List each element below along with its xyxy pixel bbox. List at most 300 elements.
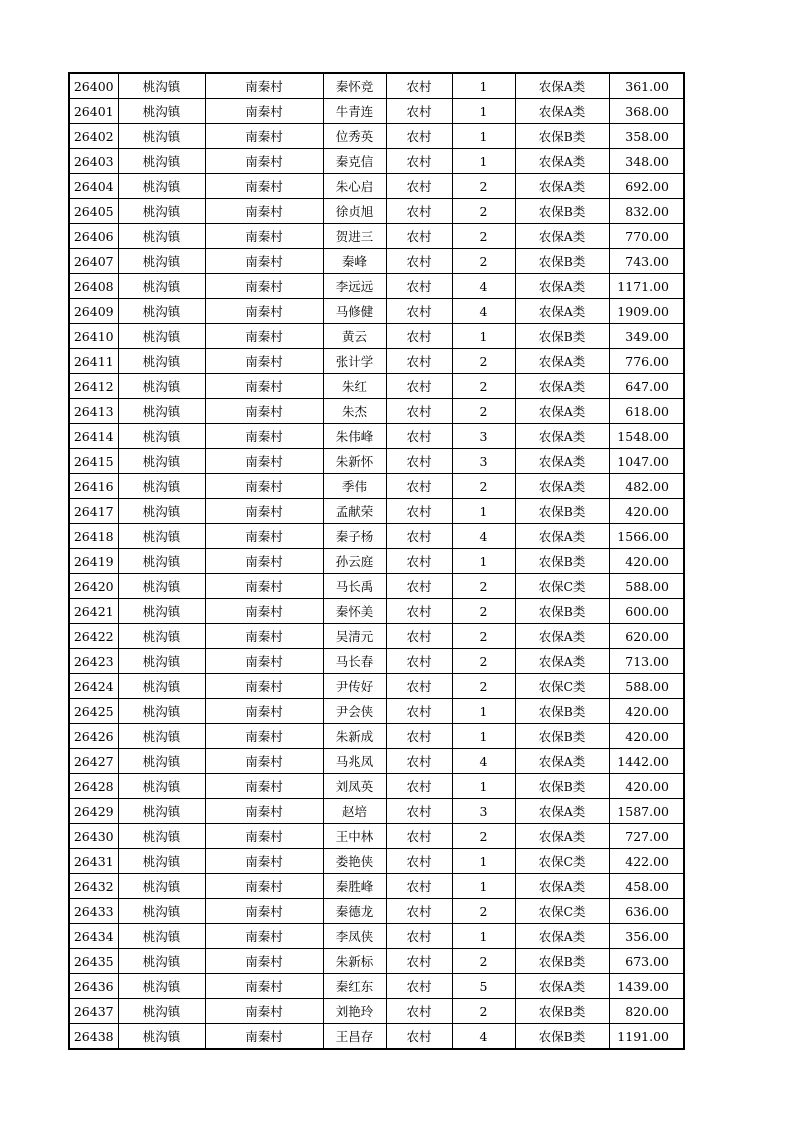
table-row [69, 324, 684, 349]
town-cell: 桃沟镇 [118, 849, 205, 874]
village-cell: 南秦村 [205, 849, 323, 874]
table-row [69, 73, 684, 99]
village-cell: 南秦村 [205, 724, 323, 749]
village-cell: 南秦村 [205, 874, 323, 899]
village-cell: 南秦村 [205, 899, 323, 924]
row-id-cell: 26434 [69, 924, 118, 949]
town-cell: 桃沟镇 [118, 524, 205, 549]
town-cell: 桃沟镇 [118, 549, 205, 574]
village-cell: 南秦村 [205, 449, 323, 474]
household-count-cell: 2 [452, 999, 515, 1024]
insurance-category-cell: 农保B类 [515, 949, 609, 974]
row-id-cell: 26405 [69, 199, 118, 224]
person-name-cell: 徐贞旭 [323, 199, 386, 224]
table-row [69, 849, 684, 874]
household-count-cell: 1 [452, 924, 515, 949]
person-name-cell: 赵培 [323, 799, 386, 824]
insurance-category-cell: 农保B类 [515, 724, 609, 749]
town-cell: 桃沟镇 [118, 599, 205, 624]
table-row [69, 624, 684, 649]
household-count-cell: 2 [452, 174, 515, 199]
row-id-cell: 26427 [69, 749, 118, 774]
household-count-cell: 3 [452, 449, 515, 474]
row-id-cell: 26413 [69, 399, 118, 424]
row-id-cell: 26414 [69, 424, 118, 449]
row-id-cell: 26407 [69, 249, 118, 274]
amount-cell: 420.00 [609, 549, 684, 574]
table-row [69, 449, 684, 474]
area-type-cell: 农村 [386, 249, 452, 274]
amount-cell: 1047.00 [609, 449, 684, 474]
insurance-category-cell: 农保A类 [515, 174, 609, 199]
table-body [69, 73, 684, 1049]
town-cell: 桃沟镇 [118, 374, 205, 399]
village-cell: 南秦村 [205, 499, 323, 524]
town-cell: 桃沟镇 [118, 924, 205, 949]
row-id-cell: 26425 [69, 699, 118, 724]
village-cell: 南秦村 [205, 224, 323, 249]
town-cell: 桃沟镇 [118, 324, 205, 349]
area-type-cell: 农村 [386, 274, 452, 299]
row-id-cell: 26423 [69, 649, 118, 674]
town-cell: 桃沟镇 [118, 874, 205, 899]
row-id-cell: 26433 [69, 899, 118, 924]
household-count-cell: 3 [452, 424, 515, 449]
town-cell: 桃沟镇 [118, 749, 205, 774]
table-row [69, 824, 684, 849]
amount-cell: 420.00 [609, 499, 684, 524]
table-row [69, 174, 684, 199]
amount-cell: 458.00 [609, 874, 684, 899]
village-cell: 南秦村 [205, 199, 323, 224]
household-count-cell: 2 [452, 224, 515, 249]
person-name-cell: 位秀英 [323, 124, 386, 149]
village-cell: 南秦村 [205, 749, 323, 774]
insurance-category-cell: 农保A类 [515, 749, 609, 774]
amount-cell: 361.00 [609, 73, 684, 99]
village-cell: 南秦村 [205, 249, 323, 274]
town-cell: 桃沟镇 [118, 174, 205, 199]
village-cell: 南秦村 [205, 299, 323, 324]
person-name-cell: 李凤侠 [323, 924, 386, 949]
amount-cell: 820.00 [609, 999, 684, 1024]
person-name-cell: 孟献荣 [323, 499, 386, 524]
row-id-cell: 26432 [69, 874, 118, 899]
area-type-cell: 农村 [386, 924, 452, 949]
village-cell: 南秦村 [205, 599, 323, 624]
person-name-cell: 朱红 [323, 374, 386, 399]
town-cell: 桃沟镇 [118, 624, 205, 649]
person-name-cell: 马兆凤 [323, 749, 386, 774]
person-name-cell: 秦怀美 [323, 599, 386, 624]
table-row [69, 799, 684, 824]
area-type-cell: 农村 [386, 849, 452, 874]
town-cell: 桃沟镇 [118, 724, 205, 749]
row-id-cell: 26406 [69, 224, 118, 249]
household-count-cell: 1 [452, 699, 515, 724]
town-cell: 桃沟镇 [118, 799, 205, 824]
town-cell: 桃沟镇 [118, 474, 205, 499]
town-cell: 桃沟镇 [118, 124, 205, 149]
person-name-cell: 朱伟峰 [323, 424, 386, 449]
insurance-category-cell: 农保A类 [515, 874, 609, 899]
insurance-category-cell: 农保B类 [515, 1024, 609, 1050]
table-row [69, 724, 684, 749]
village-cell: 南秦村 [205, 324, 323, 349]
row-id-cell: 26430 [69, 824, 118, 849]
area-type-cell: 农村 [386, 374, 452, 399]
person-name-cell: 刘艳玲 [323, 999, 386, 1024]
insurance-category-cell: 农保B类 [515, 499, 609, 524]
village-cell: 南秦村 [205, 624, 323, 649]
household-count-cell: 2 [452, 674, 515, 699]
household-count-cell: 5 [452, 974, 515, 999]
town-cell: 桃沟镇 [118, 149, 205, 174]
table-row [69, 274, 684, 299]
table-row [69, 599, 684, 624]
area-type-cell: 农村 [386, 699, 452, 724]
area-type-cell: 农村 [386, 574, 452, 599]
insurance-category-cell: 农保A类 [515, 924, 609, 949]
amount-cell: 1566.00 [609, 524, 684, 549]
household-count-cell: 4 [452, 524, 515, 549]
table-row [69, 949, 684, 974]
person-name-cell: 刘凤英 [323, 774, 386, 799]
village-cell: 南秦村 [205, 374, 323, 399]
insurance-category-cell: 农保B类 [515, 774, 609, 799]
row-id-cell: 26437 [69, 999, 118, 1024]
area-type-cell: 农村 [386, 199, 452, 224]
area-type-cell: 农村 [386, 424, 452, 449]
household-count-cell: 1 [452, 849, 515, 874]
person-name-cell: 季伟 [323, 474, 386, 499]
area-type-cell: 农村 [386, 624, 452, 649]
household-count-cell: 1 [452, 124, 515, 149]
table-row [69, 399, 684, 424]
person-name-cell: 朱新标 [323, 949, 386, 974]
amount-cell: 1548.00 [609, 424, 684, 449]
household-count-cell: 2 [452, 374, 515, 399]
town-cell: 桃沟镇 [118, 349, 205, 374]
amount-cell: 727.00 [609, 824, 684, 849]
town-cell: 桃沟镇 [118, 449, 205, 474]
area-type-cell: 农村 [386, 474, 452, 499]
row-id-cell: 26415 [69, 449, 118, 474]
person-name-cell: 秦克信 [323, 149, 386, 174]
insurance-category-cell: 农保A类 [515, 99, 609, 124]
insurance-category-cell: 农保A类 [515, 524, 609, 549]
person-name-cell: 贺进三 [323, 224, 386, 249]
household-count-cell: 1 [452, 324, 515, 349]
amount-cell: 1442.00 [609, 749, 684, 774]
person-name-cell: 王中林 [323, 824, 386, 849]
town-cell: 桃沟镇 [118, 899, 205, 924]
town-cell: 桃沟镇 [118, 999, 205, 1024]
table-row [69, 874, 684, 899]
town-cell: 桃沟镇 [118, 99, 205, 124]
area-type-cell: 农村 [386, 324, 452, 349]
insurance-category-cell: 农保A类 [515, 149, 609, 174]
row-id-cell: 26429 [69, 799, 118, 824]
person-name-cell: 秦胜峰 [323, 874, 386, 899]
household-count-cell: 2 [452, 199, 515, 224]
insurance-category-cell: 农保A类 [515, 274, 609, 299]
person-name-cell: 孙云庭 [323, 549, 386, 574]
insurance-category-cell: 农保C类 [515, 574, 609, 599]
insurance-category-cell: 农保B类 [515, 999, 609, 1024]
table-row [69, 149, 684, 174]
row-id-cell: 26404 [69, 174, 118, 199]
person-name-cell: 马长禹 [323, 574, 386, 599]
row-id-cell: 26424 [69, 674, 118, 699]
amount-cell: 673.00 [609, 949, 684, 974]
table-row [69, 424, 684, 449]
amount-cell: 713.00 [609, 649, 684, 674]
area-type-cell: 农村 [386, 99, 452, 124]
village-cell: 南秦村 [205, 274, 323, 299]
household-count-cell: 1 [452, 724, 515, 749]
household-count-cell: 1 [452, 549, 515, 574]
town-cell: 桃沟镇 [118, 249, 205, 274]
amount-cell: 420.00 [609, 774, 684, 799]
row-id-cell: 26417 [69, 499, 118, 524]
household-count-cell: 4 [452, 1024, 515, 1050]
person-name-cell: 马修健 [323, 299, 386, 324]
table-row [69, 699, 684, 724]
table-row [69, 224, 684, 249]
row-id-cell: 26431 [69, 849, 118, 874]
person-name-cell: 秦怀竞 [323, 73, 386, 99]
amount-cell: 420.00 [609, 724, 684, 749]
area-type-cell: 农村 [386, 174, 452, 199]
area-type-cell: 农村 [386, 224, 452, 249]
area-type-cell: 农村 [386, 299, 452, 324]
area-type-cell: 农村 [386, 599, 452, 624]
row-id-cell: 26418 [69, 524, 118, 549]
insurance-category-cell: 农保A类 [515, 824, 609, 849]
person-name-cell: 黄云 [323, 324, 386, 349]
village-cell: 南秦村 [205, 549, 323, 574]
row-id-cell: 26408 [69, 274, 118, 299]
household-count-cell: 2 [452, 649, 515, 674]
area-type-cell: 农村 [386, 499, 452, 524]
area-type-cell: 农村 [386, 349, 452, 374]
row-id-cell: 26401 [69, 99, 118, 124]
person-name-cell: 李远远 [323, 274, 386, 299]
area-type-cell: 农村 [386, 149, 452, 174]
table-row [69, 774, 684, 799]
area-type-cell: 农村 [386, 1024, 452, 1050]
table-row [69, 524, 684, 549]
insurance-category-cell: 农保A类 [515, 474, 609, 499]
amount-cell: 358.00 [609, 124, 684, 149]
table-row [69, 999, 684, 1024]
insurance-category-cell: 农保A类 [515, 224, 609, 249]
village-cell: 南秦村 [205, 649, 323, 674]
insurance-category-cell: 农保A类 [515, 299, 609, 324]
village-cell: 南秦村 [205, 924, 323, 949]
amount-cell: 1191.00 [609, 1024, 684, 1050]
village-cell: 南秦村 [205, 524, 323, 549]
town-cell: 桃沟镇 [118, 824, 205, 849]
area-type-cell: 农村 [386, 774, 452, 799]
area-type-cell: 农村 [386, 974, 452, 999]
person-name-cell: 朱新怀 [323, 449, 386, 474]
insurance-category-cell: 农保A类 [515, 624, 609, 649]
amount-cell: 348.00 [609, 149, 684, 174]
household-count-cell: 2 [452, 349, 515, 374]
person-name-cell: 娄艳侠 [323, 849, 386, 874]
insurance-category-cell: 农保A类 [515, 424, 609, 449]
row-id-cell: 26426 [69, 724, 118, 749]
amount-cell: 1909.00 [609, 299, 684, 324]
household-count-cell: 2 [452, 474, 515, 499]
household-count-cell: 3 [452, 799, 515, 824]
area-type-cell: 农村 [386, 674, 452, 699]
insurance-category-cell: 农保C类 [515, 849, 609, 874]
amount-cell: 356.00 [609, 924, 684, 949]
area-type-cell: 农村 [386, 399, 452, 424]
household-count-cell: 2 [452, 624, 515, 649]
insurance-category-cell: 农保B类 [515, 549, 609, 574]
amount-cell: 692.00 [609, 174, 684, 199]
village-cell: 南秦村 [205, 73, 323, 99]
town-cell: 桃沟镇 [118, 774, 205, 799]
town-cell: 桃沟镇 [118, 699, 205, 724]
table-row [69, 574, 684, 599]
insurance-category-cell: 农保A类 [515, 449, 609, 474]
village-cell: 南秦村 [205, 799, 323, 824]
household-count-cell: 1 [452, 499, 515, 524]
row-id-cell: 26419 [69, 549, 118, 574]
table-row [69, 199, 684, 224]
area-type-cell: 农村 [386, 549, 452, 574]
village-cell: 南秦村 [205, 574, 323, 599]
row-id-cell: 26409 [69, 299, 118, 324]
town-cell: 桃沟镇 [118, 574, 205, 599]
amount-cell: 770.00 [609, 224, 684, 249]
table-row [69, 299, 684, 324]
insurance-category-cell: 农保A类 [515, 974, 609, 999]
household-count-cell: 2 [452, 574, 515, 599]
insurance-category-cell: 农保B类 [515, 199, 609, 224]
town-cell: 桃沟镇 [118, 274, 205, 299]
amount-cell: 588.00 [609, 674, 684, 699]
beneficiary-table [68, 72, 685, 1050]
insurance-category-cell: 农保B类 [515, 599, 609, 624]
household-count-cell: 1 [452, 73, 515, 99]
town-cell: 桃沟镇 [118, 399, 205, 424]
insurance-category-cell: 农保C类 [515, 674, 609, 699]
table-row [69, 249, 684, 274]
household-count-cell: 2 [452, 899, 515, 924]
table-row [69, 649, 684, 674]
table-row [69, 474, 684, 499]
person-name-cell: 朱心启 [323, 174, 386, 199]
insurance-category-cell: 农保A类 [515, 374, 609, 399]
row-id-cell: 26400 [69, 73, 118, 99]
household-count-cell: 4 [452, 749, 515, 774]
insurance-category-cell: 农保A类 [515, 73, 609, 99]
household-count-cell: 2 [452, 599, 515, 624]
row-id-cell: 26403 [69, 149, 118, 174]
village-cell: 南秦村 [205, 949, 323, 974]
area-type-cell: 农村 [386, 749, 452, 774]
amount-cell: 636.00 [609, 899, 684, 924]
row-id-cell: 26412 [69, 374, 118, 399]
table-row [69, 924, 684, 949]
area-type-cell: 农村 [386, 874, 452, 899]
amount-cell: 1439.00 [609, 974, 684, 999]
person-name-cell: 王昌存 [323, 1024, 386, 1050]
village-cell: 南秦村 [205, 124, 323, 149]
area-type-cell: 农村 [386, 899, 452, 924]
row-id-cell: 26402 [69, 124, 118, 149]
person-name-cell: 尹会侠 [323, 699, 386, 724]
household-count-cell: 1 [452, 874, 515, 899]
table-row [69, 974, 684, 999]
area-type-cell: 农村 [386, 124, 452, 149]
row-id-cell: 26435 [69, 949, 118, 974]
area-type-cell: 农村 [386, 724, 452, 749]
row-id-cell: 26422 [69, 624, 118, 649]
village-cell: 南秦村 [205, 474, 323, 499]
person-name-cell: 朱新成 [323, 724, 386, 749]
village-cell: 南秦村 [205, 999, 323, 1024]
town-cell: 桃沟镇 [118, 499, 205, 524]
household-count-cell: 2 [452, 949, 515, 974]
village-cell: 南秦村 [205, 99, 323, 124]
village-cell: 南秦村 [205, 349, 323, 374]
town-cell: 桃沟镇 [118, 974, 205, 999]
village-cell: 南秦村 [205, 774, 323, 799]
town-cell: 桃沟镇 [118, 674, 205, 699]
village-cell: 南秦村 [205, 399, 323, 424]
town-cell: 桃沟镇 [118, 424, 205, 449]
town-cell: 桃沟镇 [118, 649, 205, 674]
village-cell: 南秦村 [205, 699, 323, 724]
person-name-cell: 朱杰 [323, 399, 386, 424]
amount-cell: 588.00 [609, 574, 684, 599]
amount-cell: 832.00 [609, 199, 684, 224]
amount-cell: 368.00 [609, 99, 684, 124]
amount-cell: 349.00 [609, 324, 684, 349]
village-cell: 南秦村 [205, 1024, 323, 1050]
amount-cell: 422.00 [609, 849, 684, 874]
area-type-cell: 农村 [386, 824, 452, 849]
insurance-category-cell: 农保B类 [515, 249, 609, 274]
row-id-cell: 26436 [69, 974, 118, 999]
amount-cell: 647.00 [609, 374, 684, 399]
table-row [69, 99, 684, 124]
area-type-cell: 农村 [386, 649, 452, 674]
row-id-cell: 26411 [69, 349, 118, 374]
row-id-cell: 26421 [69, 599, 118, 624]
area-type-cell: 农村 [386, 73, 452, 99]
person-name-cell: 吴清元 [323, 624, 386, 649]
village-cell: 南秦村 [205, 149, 323, 174]
person-name-cell: 牛青连 [323, 99, 386, 124]
person-name-cell: 马长春 [323, 649, 386, 674]
village-cell: 南秦村 [205, 174, 323, 199]
amount-cell: 776.00 [609, 349, 684, 374]
person-name-cell: 秦峰 [323, 249, 386, 274]
town-cell: 桃沟镇 [118, 224, 205, 249]
town-cell: 桃沟镇 [118, 949, 205, 974]
amount-cell: 1587.00 [609, 799, 684, 824]
insurance-category-cell: 农保B类 [515, 124, 609, 149]
household-count-cell: 2 [452, 399, 515, 424]
